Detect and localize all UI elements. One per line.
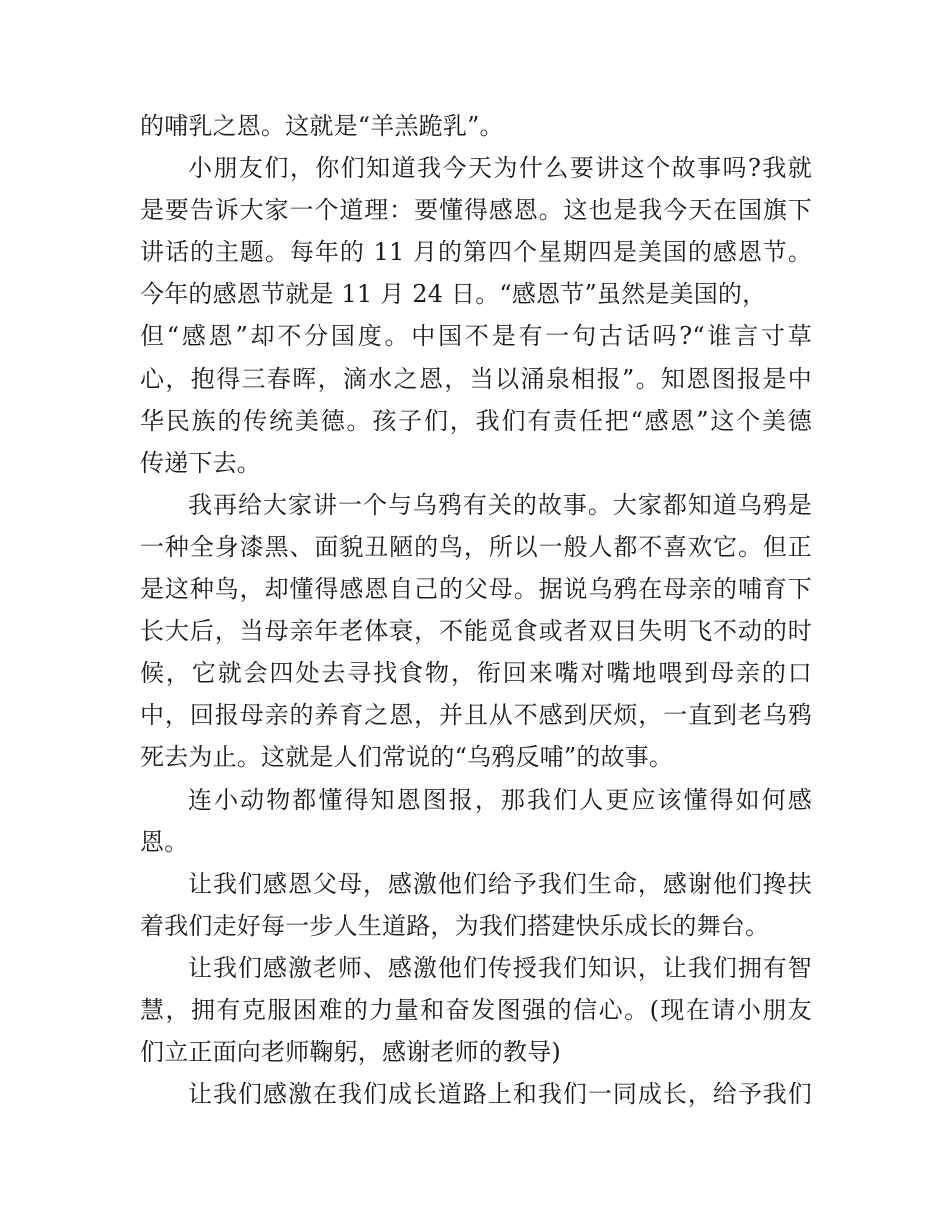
paragraph-first-line: 我再给大家讲一个与乌鸦有关的故事。大家都知道乌鸦是 (188, 490, 812, 519)
document-page (140, 105, 812, 1115)
text-line: 传递下去。 (140, 448, 261, 477)
paragraph-first-line: 连小动物都懂得知恩图报，那我们人更应该懂得如何感 (188, 785, 812, 814)
text-line: 恩。 (140, 827, 189, 856)
paragraph-first-line: 小朋友们，你们知道我今天为什么要讲这个故事吗?我就 (188, 154, 812, 183)
text-line: 长大后，当母亲年老体衰，不能觅食或者双目失明飞不动的时 (140, 617, 812, 646)
text-line: 是要告诉大家一个道理：要懂得感恩。这也是我今天在国旗下 (140, 196, 812, 225)
text-line: 心，抱得三春晖，滴水之恩，当以涌泉相报”。知恩图报是中 (140, 364, 812, 393)
text-line: 慧，拥有克服困难的力量和奋发图强的信心。(现在请小朋友 (140, 995, 812, 1024)
paragraph-first-line: 让我们感激在我们成长道路上和我们一同成长，给予我们 (188, 1080, 812, 1109)
paragraph-first-line: 让我们感恩父母，感激他们给予我们生命，感谢他们搀扶 (188, 869, 812, 898)
text-line: 的哺乳之恩。这就是“羊羔跪乳”。 (140, 112, 504, 140)
text-line: 们立正面向老师鞠躬，感谢老师的教导) (140, 1038, 561, 1067)
text-line: 中，回报母亲的养育之恩，并且从不感到厌烦，一直到老乌鸦 (140, 701, 812, 730)
text-line: 候，它就会四处去寻找食物，衔回来嘴对嘴地喂到母亲的口 (140, 659, 812, 688)
text-line: 但“感恩”却不分国度。中国不是有一句古话吗?“谁言寸草 (140, 322, 812, 351)
paragraph-first-line: 让我们感激老师、感激他们传授我们知识，让我们拥有智 (188, 953, 812, 982)
text-line: 华民族的传统美德。孩子们，我们有责任把“感恩”这个美德 (140, 406, 812, 435)
text-line: 一种全身漆黑、面貌丑陋的鸟，所以一般人都不喜欢它。但正 (140, 532, 812, 561)
text-line: 讲话的主题。每年的 11 月的第四个星期四是美国的感恩节。 (140, 238, 812, 267)
text-line: 着我们走好每一步人生道路，为我们搭建快乐成长的舞台。 (140, 911, 770, 940)
text-line: 死去为止。这就是人们常说的“乌鸦反哺”的故事。 (140, 743, 674, 772)
text-line: 今年的感恩节就是 11 月 24 日。“感恩节”虽然是美国的， (140, 280, 767, 309)
text-line: 是这种鸟，却懂得感恩自己的父母。据说乌鸦在母亲的哺育下 (140, 575, 812, 604)
